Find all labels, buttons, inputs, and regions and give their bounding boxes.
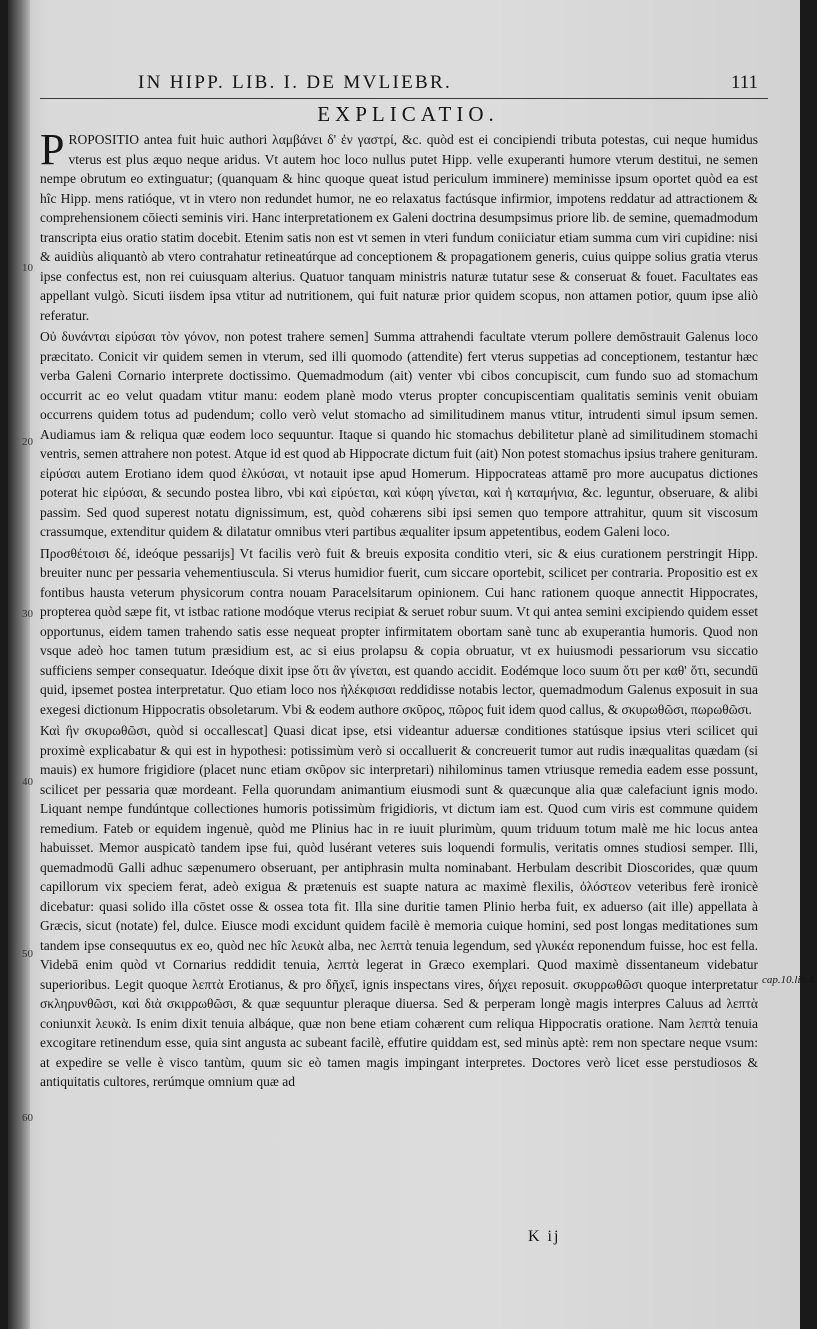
running-title: IN HIPP. LIB. I. DE MVLIEBR. — [138, 72, 453, 93]
running-header — [138, 72, 758, 94]
line-number: 10 — [22, 262, 33, 274]
body-text — [40, 125, 758, 1094]
signature-mark: K ij — [528, 1228, 561, 1245]
paragraph-4: Καὶ ἢν σκυρωθῶσι, quòd si occallescat] Quasi dicat ipse, etsi videantur aduersæ conditiones statúsque ipsius vteri scilicet qui proximè explicabatur & qui est in hypothesi: potissimùm verò si occalluerit & concreuerit tumor aut rudis inæqualitas quædam (si mauis) ex humore frigidiore (placet nunc etiam σκῦρον sic interpretari) nihilominus tamen vtriusque remedia eadem esse possunt, scilicet per pessaria quæ mordeant. Fella quorundam animantium eiusmodi sunt & quæcunque alia quæ calefaciunt ignis modo. Liquant nempe fundúntque collectiones humoris potissimùm frigidioris, vt dictum iam est. Quod cum viris est commune quidem remedium. Fateb or equidem ingenuè, quòd me Plinius hac in re iuuit plurimùm, quum triduum totum malè me hic locus antea habuisset. Memor auspicatò tandem ipse fui, quòd lusérant veteres suis loquendi formulis, veritatis omnes studiosi semper. Illi, quemadmodū Galli adhuc sæpenumero obseruant, per antiphrasin multa nominabant. Herbulam describit Dioscorides, quæ quum capillorum vix speciem ferat, adeò exigua & prætenuis est suapte natura ac maximè flexilis, ὀλόστεον veteribus ferè ironicè dicebatur: quasi solido illa cōstet osse & ossea tota fit. Illa sine duritie tamen Plinio herba fuit, ex aduerso (ait ille) appellata à Græcis, sicut (notate) fel, dulce. Eiusce modi excidunt quidem facilè è memoria cuique homini, sed post longas meditationes sum tandem ipse consequutus ex eo, quòd nec hîc λευκὰ alba, nec λεπτὰ tenuia legendum, sed γλυκέα reponendum fuisse, hoc est fella. Videbā enim quòd vt Cornarius reddidit tenuia, λεπτὰ legerat in Græco exemplari. Quod maximè dissentaneum videbatur superioribus. Legit quoque λεπτὰ Erotianus, & pro δῆχεῖ, ignis inspectans vires, δήχει reposuit. σκυρρωθῶσι quoque interpretatur σκληρυνθῶσι, καὶ διὰ σκιρρωθῶσι, & quæ sequuntur pleraque diuersa. Sed & perperam longè magis interpres Caluus ad λεπτὰ coniunxit λευκὰ. Is enim dixit tenuia albáque, quæ non bene etiam cohærent cum reliqua Hippocratis oratione. Nam λεπτὰ tenuia excogitare retinendum esse, quia sint angusta ac subeant facilè, effutire quiddam est, sed minùs aptè: rem non spectare neque vsum: at expedire se velle è visco tantùm, quum sic eò tamen magis impingant interpretes. Doctores verò licet esse perstudiosos & antiquitatis cultores, rerúmque omnium quæ ad — [40, 723, 758, 1089]
line-number: 40 — [22, 776, 33, 788]
section-title: EXPLICATIO. — [317, 102, 499, 126]
book-page — [8, 0, 817, 1329]
line-number: 60 — [22, 1112, 33, 1124]
line-number: 50 — [22, 948, 33, 960]
marginal-note: cap.10.lib.4. — [762, 974, 817, 986]
paragraph-3: Προσθέτοισι δέ, ideóque pessarijs] Vt facilis verò fuit & breuis exposita conditio vteri, sic & eius curationem perstringit Hipp. breuiter nunc per pessaria vehementiuscula. Si vterus humidior fuerit, cum siccare oportebit, scilicet per contraria. Propositio est ex fontibus hausta veterum physicorum contra nouam Paracelsitarum opinionem. Cui hanc rationem quoque annectit Hippocrates, propterea quòd sæpe fit, vt istbac ratione modóque vterus recipiat & seruet robur suum. Vt qui antea semini excipiendo quidem esset opportunus, eidem tamen trahendo satis esse nequeat propter infirmitatem obortam sanè tunc ab exuperantia humoris. Quod non vsque adeò hoc tamen tutum præsidium est, ac si eius prolapsu & copia obruatur, vt ex huiusmodi pessariorum vsu siccatio sufficiens semper consequatur. Ideóque dixit ipse ὅτι ἂν γίνεται, est quando accidit. Eodémque loco suum ὅτι per καθ' ὅτι, secundū quid, ipsemet postea interpretatur. Quo etiam loco nos ἠλέκφισαι reddidisse notabis lector, quemadmodum Galenus exposuit in sua exegesi dictionum Hippocratis obsoletarum. Vbi & eodem authore σκῦρος, πῶρος fuit idem quod callus, & σκυρωθῶσι, πωρωθῶσι. — [40, 545, 758, 717]
line-number: 20 — [22, 436, 33, 448]
line-number: 30 — [22, 608, 33, 620]
folio-number: 111 — [730, 72, 758, 93]
paragraph-1: PROPOSITIO antea fuit huic authori λαμβάνει δ' ἐν γαστρί, &c. quòd est ei concipiendi tributa potestas, cui neque humidus vterus est plus æquo neque aridus. Vt autem hoc loco nullus putet Hipp. velle exuperanti humore vterum destitui, ne semen nempe obrutum eo extinguatur; (quanquam & hinc quoque queat istud periculum imminere) meminisse ipsum oportet quòd ea est hîc Hipp. mens ratióque, vt in vtero non redundet humor, ne eo relaxatus factúsque infirmior, impotens reddatur ad attractionem & comprehensionem cōiecti seminis viri. Hanc interpretationem ex Galeni doctrina desumpsimus priore lib. de semine, quemadmodum transcripta eius oratio statim docebit. Etenim satis non est vt semen in vteri fundum coniiciatur etiam summa cum viri cupidine: nisi & auidiùs aliquantò ab vtero contrahatur retineatúrque ad conceptionem & propagationem generis, cuius quippe solius gratia vterus ipse confectus est, non rei cuiusquam alterius. Quatuor tanquam ministris naturæ tutatur sese & conseruat & fouet. Facultates eas appellant vulgò. Sicuti iisdem ipsa vtitur ad nutritionem, qui fuit naturæ prior quidem scopus, non attamen potior, quum ipse aliò referatur. — [40, 125, 758, 323]
header-rule — [40, 98, 768, 99]
paragraph-2: Οὐ δυνάνται εἰρύσαι τὸν γόνον, non potest trahere semen] Summa attrahendi facultate vterum pollere demōstrauit Galenus loco præcitato. Conicit vir quidem semen in vterum, sed illi quomodo (attendite) fert vterus suppetias ad conceptionem, testantur hæc verba Galeni Cornario interprete doctissimo. Quemadmodum (ait) venter vbi cibos concupiscit, cum fundo suo ad stomachum occurrit ac eo velut quadam vtitur manu: eodem planè modo vterus propter concupiscentiam qualitatis seminis venit obuiam occurrens quidem totus ad pudendum; collo verò velut stomacho ad similitudinem manus vtitur, intrudenti simul ipsum semen. Audiamus iam & reliqua quæ eodem loco sequuntur. Itaque si quando hic stomachus debilitetur planè ad similitudinem stomachi ventris, semen attrahere non potest. Atque id est quod ab Hippocrate dictum fuit (ait) Non potest stomachus ipsius trahere genituram. εἰρύσαι autem Erotiano idem quod ἑλκύσαι, vt notauit ipse apud Homerum. Hippocrateas attamē pro more aucupatus dictiones poterat hic εἰρύσαι, & secundo postea libro, vbi καὶ εἰρύεται, καὶ κύφη γίνεται, καὶ ἡ καταμήνια, &c. leguntur, obseruare, & alibi passim. Sed quod superest notatu dignissimum, est, quòd cohærens sibi ipsi semen quo tempore attrahitur, quum sit viscosum crassumque, extenditur quidem & dilatatur omnibus vteri partibus æqualiter ipsum appetentibus, eodem Galeni loco. — [40, 329, 758, 539]
page-binding — [8, 0, 30, 1329]
